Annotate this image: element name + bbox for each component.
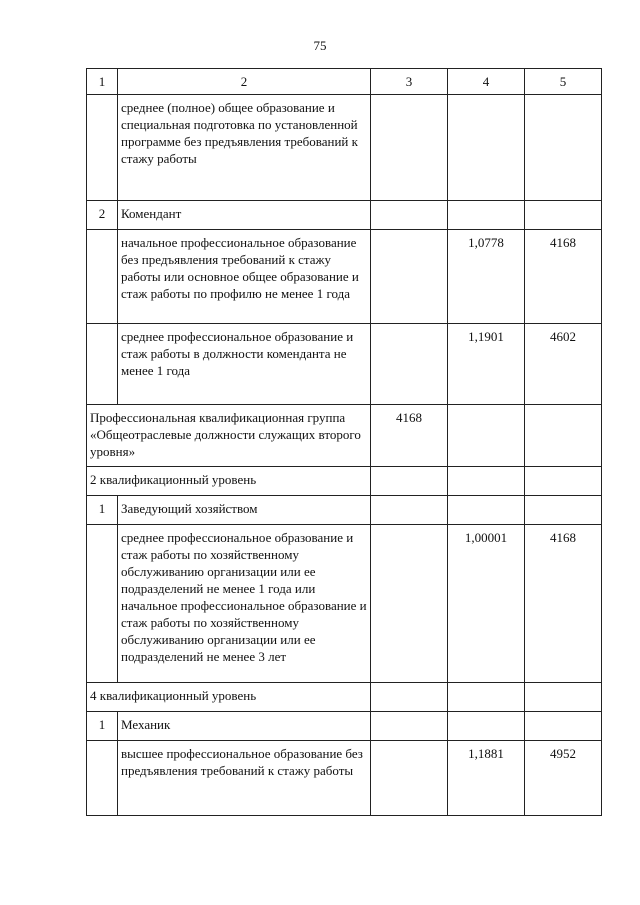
- table-header-row: [87, 69, 602, 95]
- header-col-3: 3: [371, 69, 448, 95]
- row-col-3: [371, 467, 448, 496]
- row-number: [87, 324, 118, 405]
- row-description: Комендант: [118, 201, 371, 230]
- row-coefficient: [448, 467, 525, 496]
- table-row: [87, 95, 602, 201]
- table-row: [87, 324, 602, 405]
- table-row: [87, 683, 602, 712]
- row-salary: [525, 683, 602, 712]
- group-title: Профессиональная квалификационная группа «Общеотраслевые должности служащих второго уровня»: [87, 405, 371, 467]
- row-coefficient: [448, 712, 525, 741]
- table-row: [87, 525, 602, 683]
- row-number: 1: [87, 712, 118, 741]
- row-coefficient: 1,1901: [448, 324, 525, 405]
- row-number: [87, 230, 118, 324]
- row-salary: 4602: [525, 324, 602, 405]
- row-col-3: [371, 230, 448, 324]
- table-row: [87, 467, 602, 496]
- table-row: [87, 712, 602, 741]
- row-description: высшее профессиональное образование без предъявления требований к стажу работы: [118, 741, 371, 816]
- row-coefficient: 1,0778: [448, 230, 525, 324]
- header-col-2: 2: [118, 69, 371, 95]
- row-salary: 4168: [525, 230, 602, 324]
- qualification-table: [86, 68, 602, 816]
- row-col-3: [371, 683, 448, 712]
- row-number: 1: [87, 496, 118, 525]
- row-coefficient: [448, 683, 525, 712]
- row-coefficient: [448, 405, 525, 467]
- row-number: 2: [87, 201, 118, 230]
- header-col-5: 5: [525, 69, 602, 95]
- row-salary: [525, 201, 602, 230]
- header-col-4: 4: [448, 69, 525, 95]
- row-description: начальное профессиональное образование без предъявления требований к стажу работы или основное общее образование и стаж работы по профилю не менее 1 года: [118, 230, 371, 324]
- row-coefficient: [448, 201, 525, 230]
- row-number: [87, 741, 118, 816]
- row-col-3: [371, 324, 448, 405]
- row-col-3: [371, 741, 448, 816]
- table-row: [87, 230, 602, 324]
- row-coefficient: 1,00001: [448, 525, 525, 683]
- table-row: [87, 741, 602, 816]
- row-col-3: [371, 95, 448, 201]
- row-number: [87, 525, 118, 683]
- row-description: Заведующий хозяйством: [118, 496, 371, 525]
- table-row: [87, 496, 602, 525]
- row-salary: [525, 95, 602, 201]
- row-salary: [525, 712, 602, 741]
- row-description: Механик: [118, 712, 371, 741]
- row-salary: [525, 496, 602, 525]
- row-col-3: [371, 525, 448, 683]
- table-row: [87, 405, 602, 467]
- qualification-level: 2 квалификационный уровень: [87, 467, 371, 496]
- header-col-1: 1: [87, 69, 118, 95]
- row-description: среднее профессиональное образование и стаж работы по хозяйственному обслуживанию организации или ее подразделений не менее 1 года или начальное профессиональное образование и стаж работы по хозяйственному обслуживанию организации или ее подразделений не менее 3 лет: [118, 525, 371, 683]
- row-salary: [525, 467, 602, 496]
- row-coefficient: 1,1881: [448, 741, 525, 816]
- table-row: [87, 201, 602, 230]
- row-description: среднее (полное) общее образование и специальная подготовка по установленной программе без предъявления требований к стажу работы: [118, 95, 371, 201]
- row-col-3: [371, 201, 448, 230]
- row-salary: [525, 405, 602, 467]
- row-col-3: [371, 712, 448, 741]
- row-salary: 4168: [525, 525, 602, 683]
- row-coefficient: [448, 95, 525, 201]
- row-coefficient: [448, 496, 525, 525]
- row-number: [87, 95, 118, 201]
- qualification-level: 4 квалификационный уровень: [87, 683, 371, 712]
- page-number: 75: [313, 38, 327, 53]
- row-description: среднее профессиональное образование и стаж работы в должности коменданта не менее 1 года: [118, 324, 371, 405]
- group-base-salary: 4168: [371, 405, 448, 467]
- row-salary: 4952: [525, 741, 602, 816]
- row-col-3: [371, 496, 448, 525]
